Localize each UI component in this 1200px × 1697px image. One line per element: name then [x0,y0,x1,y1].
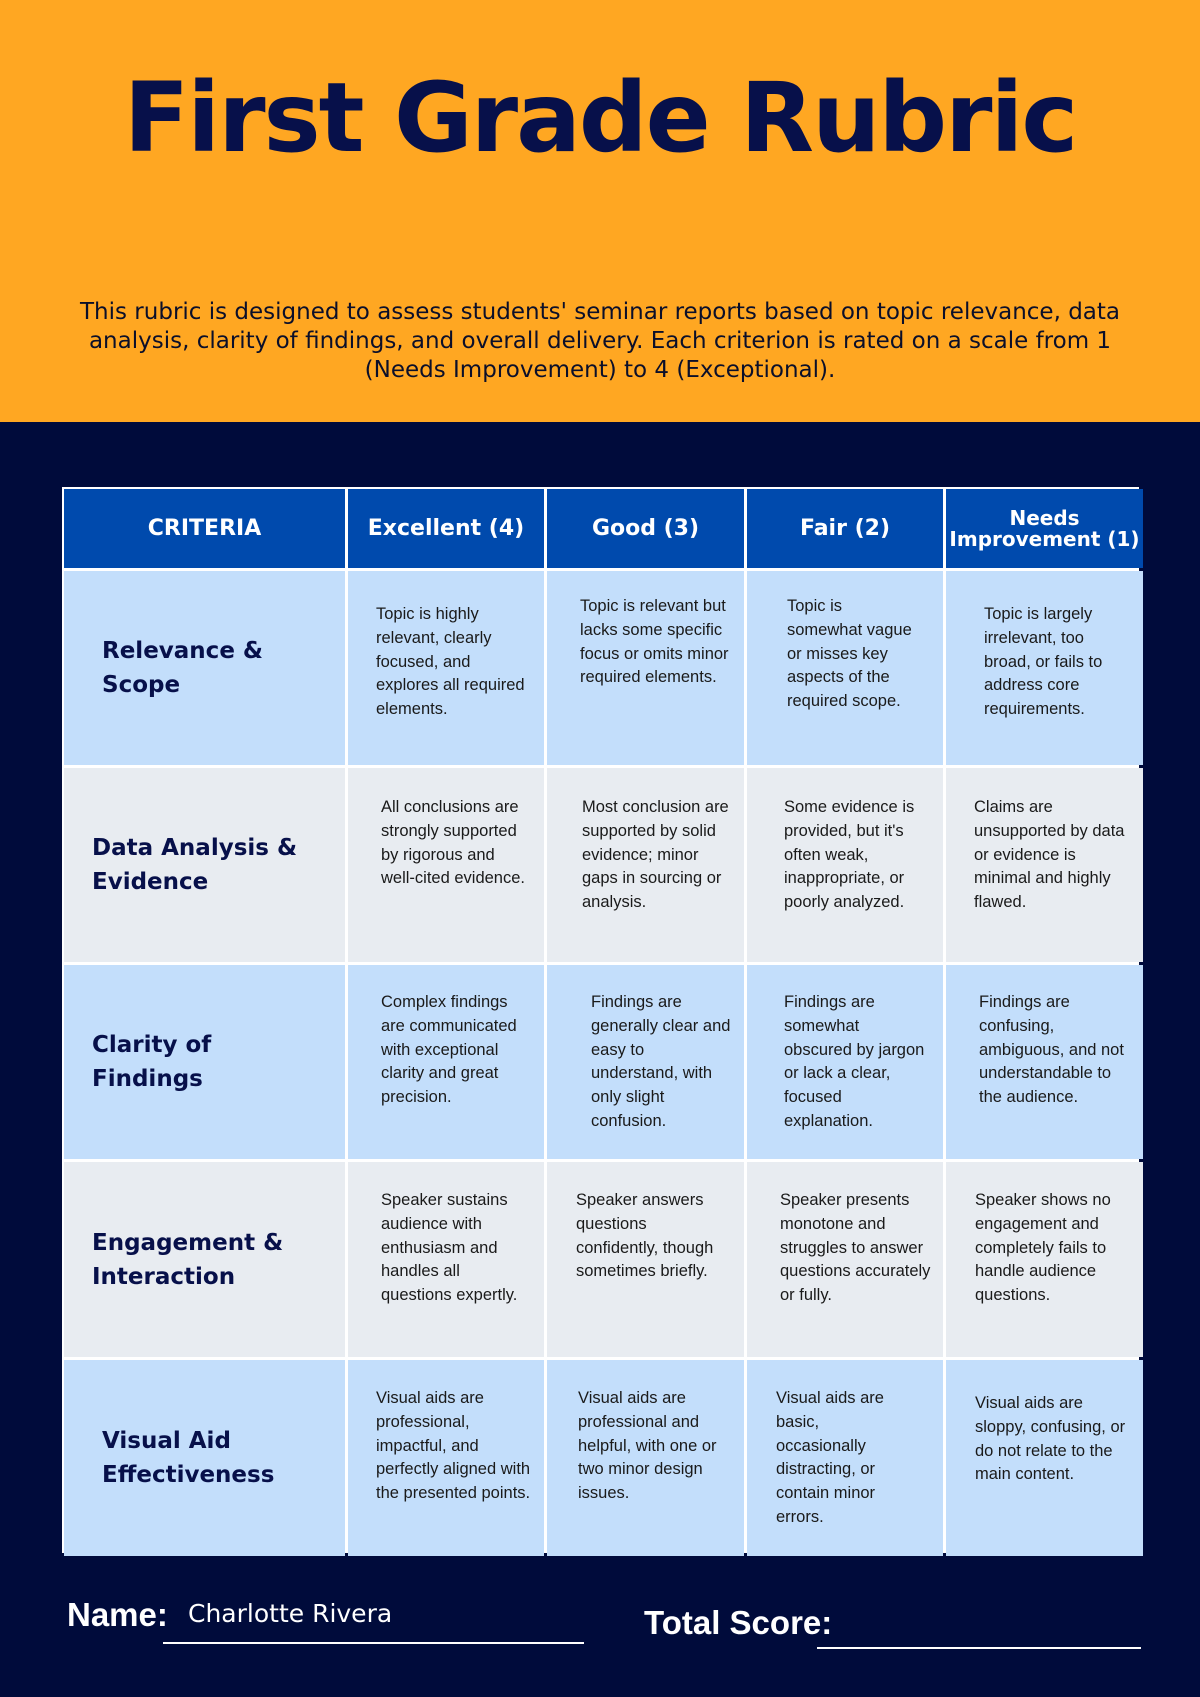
column-header-excellent: Excellent (4) [348,489,544,568]
criterion-visual-aid-effectiveness: Visual Aid Effectiveness [64,1360,345,1556]
name-underline [163,1642,584,1644]
rubric-cell: Topic is largely irrelevant, too broad, or fails to address core requirements. [946,571,1143,765]
rubric-cell: Most conclusion are supported by solid evidence; minor gaps in sourcing or analysis. [547,768,744,962]
page-title: First Grade Rubric [123,62,1077,174]
rubric-cell: Visual aids are sloppy, confusing, or do not relate to the main content. [946,1360,1143,1556]
column-header-needs-improvement: Needs Improvement (1) [946,489,1143,568]
rubric-table [62,487,1139,1553]
name-label: Name: [67,1596,168,1633]
rubric-cell: Topic is somewhat vague or misses key aspects of the required scope. [747,571,943,765]
criterion-data-analysis-evidence: Data Analysis & Evidence [64,768,345,962]
rubric-cell: Topic is highly relevant, clearly focused, and explores all required elements. [348,571,544,765]
criterion-relevance-scope: Relevance & Scope [64,571,345,765]
total-score-underline [817,1647,1141,1649]
intro-paragraph: This rubric is designed to assess students' seminar reports based on topic relevance, data analysis, clarity of findings, and overall delivery. Each criterion is rated on a scale from 1 (Needs Improvement) to 4 (Exceptional). [80,299,1121,383]
total-score-label: Total Score: [644,1604,833,1641]
rubric-cell: Claims are unsupported by data or evidence is minimal and highly flawed. [946,768,1143,962]
rubric-cell: Findings are confusing, ambiguous, and not understandable to the audience. [946,965,1143,1159]
rubric-cell: Speaker shows no engagement and completely fails to handle audience questions. [946,1162,1143,1357]
rubric-cell: Visual aids are professional and helpful, with one or two minor design issues. [547,1360,744,1556]
column-header-good: Good (3) [547,489,744,568]
column-header-fair: Fair (2) [747,489,943,568]
rubric-cell: Complex findings are communicated with exceptional clarity and great precision. [348,965,544,1159]
rubric-cell: Some evidence is provided, but it's often weak, inappropriate, or poorly analyzed. [747,768,943,962]
rubric-cell: Speaker answers questions confidently, though sometimes briefly. [547,1162,744,1357]
criterion-clarity-of-findings: Clarity of Findings [64,965,345,1159]
rubric-cell: Speaker presents monotone and struggles to answer questions accurately or fully. [747,1162,943,1357]
rubric-cell: Topic is relevant but lacks some specific focus or omits minor required elements. [547,571,744,765]
column-header-criteria: CRITERIA [64,489,345,568]
name-field[interactable]: Charlotte Rivera [188,1599,393,1628]
rubric-cell: Findings are generally clear and easy to understand, with only slight confusion. [547,965,744,1159]
rubric-cell: All conclusions are strongly supported by rigorous and well-cited evidence. [348,768,544,962]
rubric-cell: Visual aids are professional, impactful, and perfectly aligned with the presented points. [348,1360,544,1556]
header-banner [0,0,1200,422]
rubric-cell: Speaker sustains audience with enthusiasm and handles all questions expertly. [348,1162,544,1357]
rubric-cell: Findings are somewhat obscured by jargon or lack a clear, focused explanation. [747,965,943,1159]
criterion-engagement-interaction: Engagement & Interaction [64,1162,345,1357]
rubric-cell: Visual aids are basic, occasionally distracting, or contain minor errors. [747,1360,943,1556]
